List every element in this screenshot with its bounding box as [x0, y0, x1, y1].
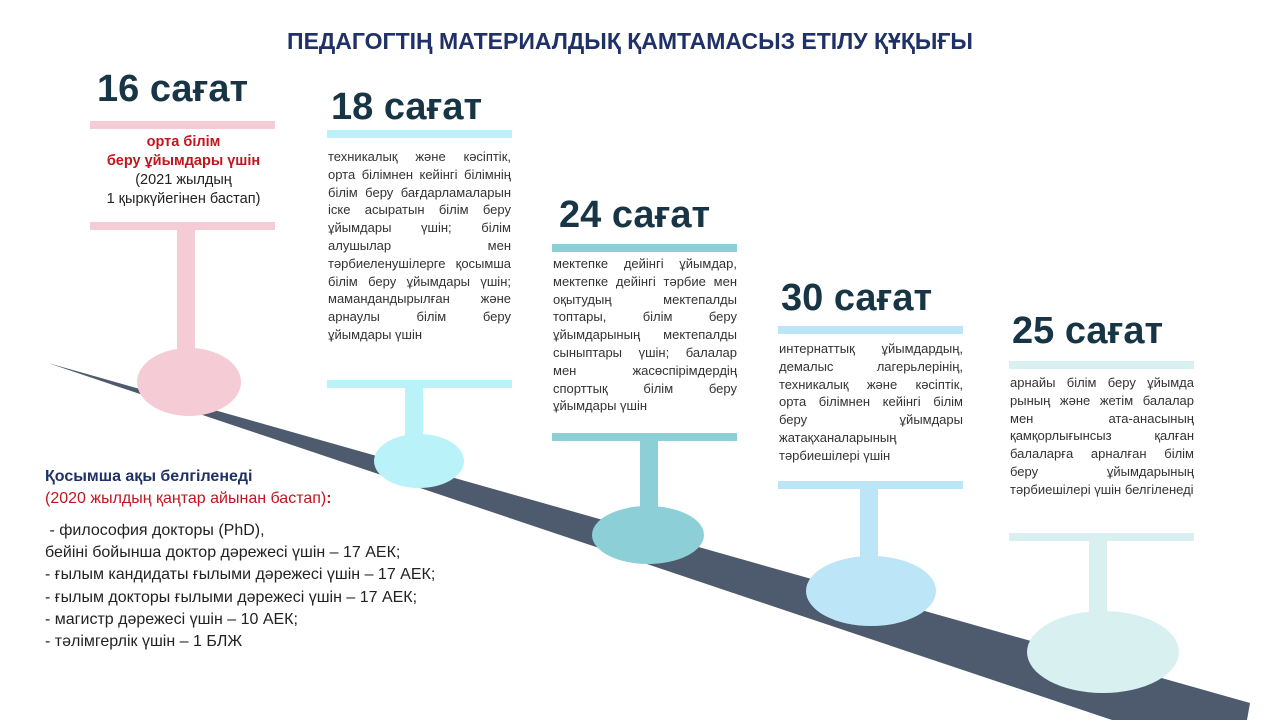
step-4-base [806, 556, 936, 626]
step-3-hours: 24 сағат [559, 194, 711, 236]
step-3-description: мектепке дейінгі ұйымдар, мектепке дейінгі тәрбие мен оқытудың мектепалды топтары, білім беру ұйымдарының мектепалды сыныптары үшін; балалар мен жасөспірімдердің спорттық білім беру ұйымдары үшін [553, 256, 737, 414]
page-title: ПЕДАГОГТІҢ МАТЕРИАЛДЫҚ ҚАМТАМАСЫЗ ЕТІЛУ ҚҰҚЫҒЫ [287, 28, 973, 54]
step-4-top-bar [778, 326, 963, 334]
step-3-base [592, 506, 704, 564]
additional-pay-item: - ғылым кандидаты ғылыми дәрежесі үшін – 17 АЕК; [45, 566, 436, 584]
additional-pay-item: - философия докторы (PhD), [45, 522, 265, 539]
step-1-description [92, 133, 275, 209]
step-1-base [137, 348, 241, 416]
additional-pay-heading: Қосымша ақы белгіленеді [45, 468, 253, 485]
step-2-description: техникалық және кәсіптік, орта білімнен кейінгі білімнің білім беру бағдарламаларын іске асыратын білім беру ұйымдары үшін; білім алушылар мен тәрбиеленушілерге қосымша білім беру ұйымдары үшін; мамандандырылған және арнаулы білім беру ұйымдары үшін [328, 149, 511, 342]
step-4-hours: 30 сағат [781, 277, 933, 319]
step-4-description: интернаттық ұйымдардың, демалыс лагерьлерінің, техникалық және кәсіптік, орта білімнен кейінгі білім беру ұйымдары жатақханаларының тәрбиешілері үшін [779, 341, 963, 463]
additional-pay-item: - ғылым докторы ғылыми дәрежесі үшін – 17 АЕК; [45, 588, 418, 606]
step-1-emphasis: орта білім беру ұйымдары үшін [106, 134, 261, 169]
step-1-stem [177, 228, 195, 355]
additional-pay-subheading: (2020 жылдың қаңтар айынан бастап) [45, 490, 327, 507]
step-5-top-bar [1009, 361, 1194, 369]
step-5-hours: 25 сағат [1012, 310, 1164, 352]
step-5-description: арнайы білім беру ұйымда рының және жетім балалар мен ата-анасының қамқорлығынсыз қалған балаларға арналған білім беру ұйымдарының тәрбиешілері үшін белгіленеді [1010, 375, 1194, 497]
step-3-top-bar [552, 244, 737, 252]
additional-pay-item: бейіні бойынша доктор дәрежесі үшін – 17 АЕК; [45, 544, 401, 562]
additional-pay-item: - тәлімгерлік үшін – 1 БЛЖ [45, 633, 243, 651]
step-3-stem [640, 439, 658, 515]
step-1-top-bar [90, 121, 275, 129]
additional-pay-list [45, 520, 565, 653]
additional-pay-colon: : [326, 490, 332, 507]
step-1-text: (2021 жылдың 1 қыркүйегінен бастап) [106, 172, 261, 207]
additional-pay-subheading-line [45, 488, 565, 510]
step-5-stem [1089, 539, 1107, 620]
additional-pay-block [45, 466, 565, 653]
step-2-top-bar [327, 130, 512, 138]
step-2-stem [405, 386, 423, 440]
step-2-hours: 18 сағат [331, 86, 483, 128]
additional-pay-item: - магистр дәрежесі үшін – 10 АЕК; [45, 610, 298, 628]
step-1-hours: 16 сағат [97, 68, 249, 110]
step-5-base [1027, 611, 1179, 693]
step-4-stem [860, 487, 878, 565]
